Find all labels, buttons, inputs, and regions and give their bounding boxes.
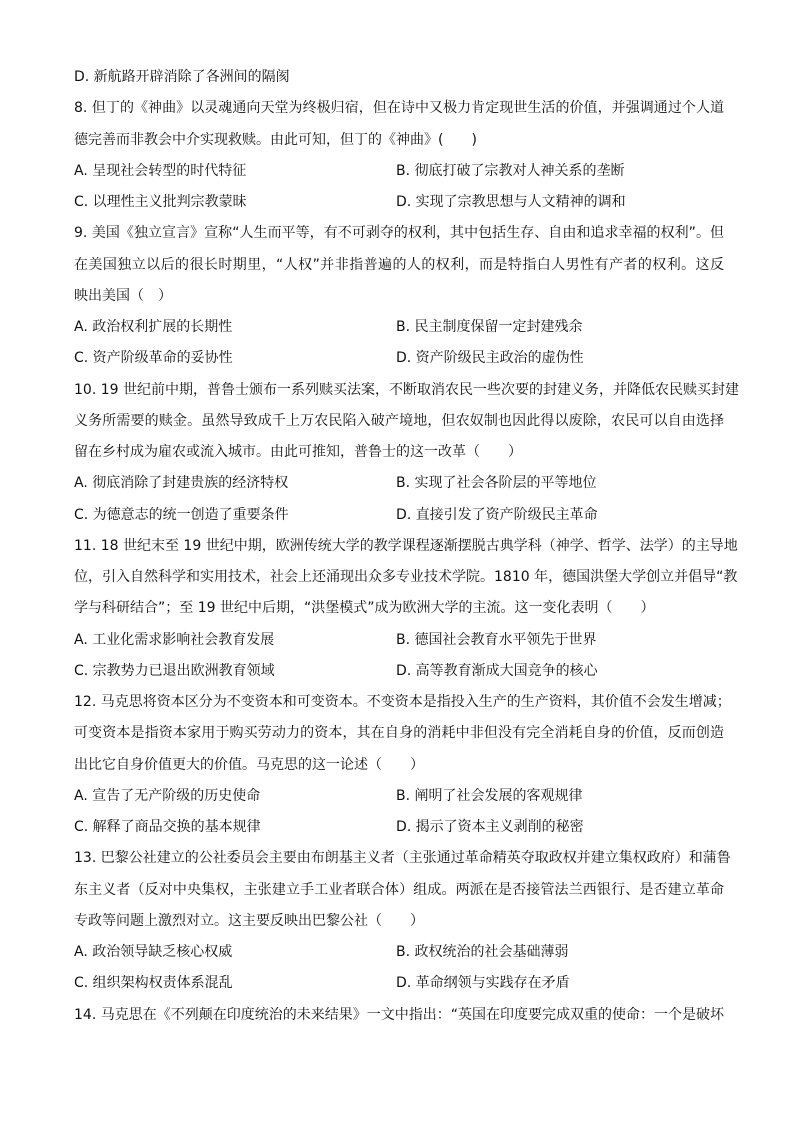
q10-option-a[interactable]: A. 彻底消除了封建贵族的经济特权 — [74, 475, 289, 492]
question-11-line-1: 11. 18 世纪末至 19 世纪中期，欧洲传统大学的教学课程逐渐摆脱古典学科（神学、哲学、法学）的主导地 — [74, 537, 738, 554]
q9-option-d[interactable]: D. 资产阶级民主政治的虚伪性 — [396, 350, 584, 367]
question-11-options-row-1 — [74, 625, 724, 656]
question-12-line-3: 出比它自身价值更大的价值。马克思的这一论述（ ） — [74, 756, 424, 773]
q9-option-a[interactable]: A. 政治权利扩展的长期性 — [74, 319, 233, 335]
question-10-options-row-1 — [74, 468, 724, 499]
q8-option-d[interactable]: D. 实现了宗教思想与人文精神的调和 — [396, 194, 626, 210]
question-8-options-row-2 — [74, 187, 724, 218]
question-10-line-2: 义务所需要的赎金。虽然导致成千上万农民陷入破产境地，但农奴制也因此得以废除，农民可以自由选择 — [74, 412, 724, 429]
question-9-line-3: 映出美国（ ） — [74, 287, 172, 304]
question-14-line-1: 14. 马克思在《不列颠在印度统治的未来结果》一文中指出：“英国在印度要完成双重的使命：一个是破坏 — [74, 1006, 724, 1023]
q12-option-c[interactable]: C. 解释了商品交换的基本规律 — [74, 819, 261, 835]
question-13-line-1: 13. 巴黎公社建立的公社委员会主要由布朗基主义者（主张通过革命精英夺取政权并建立集权政府）和蒲鲁 — [74, 850, 731, 867]
question-9-text — [74, 218, 724, 249]
q12-option-d[interactable]: D. 揭示了资本主义剥削的秘密 — [396, 819, 584, 835]
question-8-text — [74, 93, 724, 124]
question-11-options-row-2 — [74, 656, 724, 687]
question-10-options-row-2 — [74, 500, 724, 531]
q11-option-a[interactable]: A. 工业化需求影响社会教育发展 — [74, 631, 275, 648]
exam-page — [74, 62, 739, 1031]
question-11-line-3: 学与科研结合”；至 19 世纪中后期，“洪堡模式”成为欧洲大学的主流。这一变化表明（ ） — [74, 600, 655, 617]
question-11-text — [74, 531, 738, 562]
question-10-text — [74, 375, 739, 406]
question-12-line-2: 可变资本是指资本家用于购买劳动力的资本，其在自身的消耗中非但没有完全消耗自身的价值，反而创造 — [74, 725, 724, 742]
q13-option-d[interactable]: D. 革命纲领与实践存在矛盾 — [396, 975, 570, 992]
question-14-text — [74, 1000, 724, 1031]
question-9-options-row-1 — [74, 312, 724, 343]
question-9-line-2: 在美国独立以后的很长时期里，“人权”并非指普遍的人的权利，而是特指白人男性有产者的权利。这反 — [74, 256, 724, 273]
q8-option-c[interactable]: C. 以理性主义批判宗教蒙昧 — [74, 194, 247, 210]
q11-option-d[interactable]: D. 高等教育渐成大国竞争的核心 — [396, 662, 598, 679]
q10-option-c[interactable]: C. 为德意志的统一创造了重要条件 — [74, 506, 289, 523]
question-13-text — [74, 843, 731, 874]
question-8-line-2: 德完善而非教会中介实现救赎。由此可知，但丁的《神曲》( ) — [74, 131, 477, 148]
question-11-line-2: 位，引入自然科学和实用技术，社会上还涌现出众多专业技术学院。1810 年，德国洪堡大学创立并倡导“教 — [74, 569, 738, 585]
q12-option-b[interactable]: B. 阐明了社会发展的客观规律 — [396, 787, 583, 804]
question-8-options-row-1 — [74, 156, 724, 187]
q11-option-c[interactable]: C. 宗教势力已退出欧洲教育领域 — [74, 662, 275, 679]
q8-option-b[interactable]: B. 彻底打破了宗教对人神关系的垄断 — [396, 162, 625, 179]
question-9-line-1: 9. 美国《独立宣言》宣称“人生而平等，有不可剥夺的权利，其中包括生存、自由和追求幸福的权利”。但 — [74, 225, 724, 242]
question-12-text — [74, 687, 731, 718]
q9-option-c[interactable]: C. 资产阶级革命的妥协性 — [74, 350, 233, 367]
question-12-line-1: 12. 马克思将资本区分为不变资本和可变资本。不变资本是指投入生产的生产资料，其价值不会发生增减； — [74, 694, 731, 710]
question-12-options-row-1 — [74, 781, 724, 812]
question-9-options-row-2 — [74, 343, 724, 374]
question-13-options-row-1 — [74, 937, 724, 968]
question-10-line-1: 10. 19 世纪前中期，普鲁士颁布一系列赎买法案，不断取消农民一些次要的封建义务，并降低农民赎买封建 — [74, 381, 739, 398]
q11-option-b[interactable]: B. 德国社会教育水平领先于世界 — [396, 631, 597, 648]
q13-option-b[interactable]: B. 政权统治的社会基础薄弱 — [396, 944, 569, 960]
question-13-line-3: 专政等问题上激烈对立。这主要反映出巴黎公社（ ） — [74, 912, 424, 929]
q13-option-a[interactable]: A. 政治领导缺乏核心权威 — [74, 944, 233, 960]
question-12-options-row-2 — [74, 812, 724, 843]
q12-option-a[interactable]: A. 宣告了无产阶级的历史使命 — [74, 787, 261, 804]
q13-option-c[interactable]: C. 组织架构权责体系混乱 — [74, 975, 233, 992]
q10-option-b[interactable]: B. 实现了社会各阶层的平等地位 — [396, 475, 597, 492]
question-13-line-2: 东主义者（反对中央集权，主张建立手工业者联合体）组成。两派在是否接管法兰西银行、是否建立革命 — [74, 881, 724, 898]
question-10-line-3: 留在乡村成为雇农或流入城市。由此可推知，普鲁士的这一改革（ ） — [74, 444, 522, 460]
question-8-line-1: 8. 但丁的《神曲》以灵魂通向天堂为终极归宿，但在诗中又极力肯定现世生活的价值，并强调通过个人道 — [74, 100, 724, 117]
question-13-options-row-2 — [74, 968, 724, 999]
q10-option-d[interactable]: D. 直接引发了资产阶级民主革命 — [396, 506, 598, 523]
q7-option-d: D. 新航路开辟消除了各洲间的隔阂 — [74, 69, 290, 85]
q9-option-b[interactable]: B. 民主制度保留一定封建残余 — [396, 319, 583, 335]
q8-option-a[interactable]: A. 呈现社会转型的时代特征 — [74, 162, 247, 179]
